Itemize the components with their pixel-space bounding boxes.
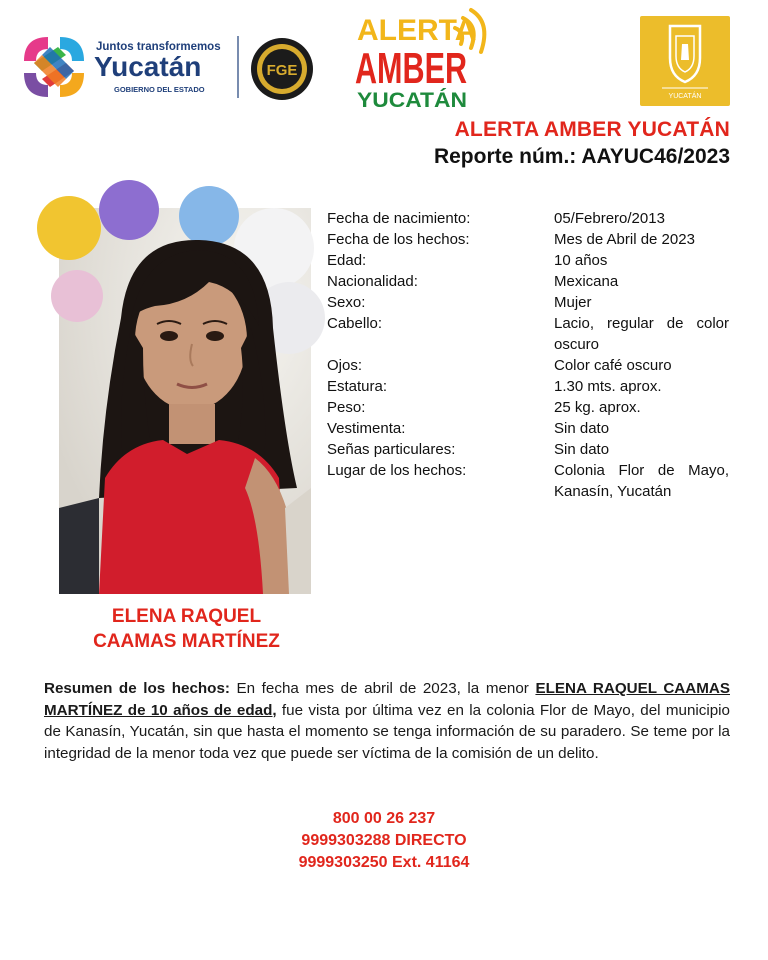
- detail-value: Mujer: [554, 294, 592, 311]
- yucatan-knot-icon: [20, 32, 240, 102]
- alerta-amber-logo: [355, 10, 490, 112]
- amber-logo-line1: ALERTA: [357, 14, 477, 47]
- fge-seal-text: FGE: [266, 62, 298, 79]
- summary-text-2: fue vista por última vez en la colonia Flor de Mayo, del municipio de Kanasín, Yucatán, sin que hasta el momento se tenga información de su paradero. Se teme por la integridad de la menor toda vez que puede ser víctima de la comisión de un delito.: [44, 701, 730, 762]
- report-number: Reporte núm.: AAYUC46/2023: [433, 145, 730, 168]
- contact-phone: 9999303288 DIRECTO: [301, 832, 467, 849]
- detail-value: 10 años: [554, 252, 608, 269]
- amber-logo-line3: YUCATÁN: [357, 89, 467, 112]
- detail-row: [327, 250, 729, 271]
- gov-logo-tagline: Juntos transformemos: [96, 41, 221, 53]
- contact-phone: 9999303250 Ext. 41164: [298, 854, 470, 871]
- detail-value: Mes de Abril de 2023: [554, 231, 695, 248]
- detail-label: Nacionalidad:: [327, 273, 418, 290]
- detail-label: Estatura:: [327, 378, 388, 395]
- detail-label: Vestimenta:: [327, 420, 406, 437]
- detail-label: Señas particulares:: [327, 441, 456, 458]
- detail-label: Lugar de los hechos:: [327, 462, 467, 479]
- detail-value: Mexicana: [554, 273, 619, 290]
- summary-lead: Resumen de los hechos:: [44, 680, 230, 697]
- detail-row: [327, 292, 729, 313]
- fge-seal-logo: [250, 37, 314, 101]
- contact-numbers: [0, 808, 768, 874]
- summary-highlight: ELENA RAQUEL CAAMAS MARTÍNEZ de 10 años de edad,: [44, 680, 730, 719]
- name-line-1: ELENA RAQUEL: [111, 606, 262, 627]
- detail-value: Sin dato: [554, 441, 610, 458]
- detail-row: [327, 229, 729, 250]
- gov-logo-name: Yucatán: [94, 51, 202, 82]
- detail-label: Ojos:: [327, 357, 363, 374]
- detail-row: [327, 418, 729, 439]
- detail-value: Colonia Flor de Mayo, Kanasín, Yucatán: [554, 462, 729, 500]
- crest-caption: YUCATÁN: [668, 93, 702, 100]
- detail-value: Color café oscuro: [554, 357, 672, 374]
- detail-label: Fecha de nacimiento:: [327, 210, 471, 227]
- detail-row: [327, 397, 729, 418]
- gobierno-yucatan-logo: [20, 32, 240, 102]
- detail-value: 05/Febrero/2013: [554, 210, 665, 227]
- missing-person-name: [44, 604, 329, 654]
- missing-person-photo: [59, 208, 311, 594]
- alert-title: ALERTA AMBER YUCATÁN: [454, 118, 730, 141]
- summary-text-1: En fecha mes de abril de 2023, la menor: [229, 680, 536, 697]
- detail-row: [327, 271, 729, 292]
- yucatan-crest-logo: [640, 16, 730, 106]
- detail-label: Sexo:: [327, 294, 366, 311]
- detail-value: Lacio, regular de color oscuro: [554, 315, 729, 353]
- detail-label: Edad:: [327, 252, 367, 269]
- detail-row: [327, 439, 729, 460]
- details-table: [327, 208, 729, 502]
- detail-row: [327, 355, 729, 376]
- detail-label: Peso:: [327, 399, 366, 416]
- detail-row: [327, 208, 729, 229]
- detail-row: [327, 313, 729, 355]
- summary-paragraph: [44, 678, 730, 764]
- detail-value: Sin dato: [554, 420, 610, 437]
- gov-logo-sub: GOBIERNO DEL ESTADO: [114, 85, 205, 94]
- detail-value: 1.30 mts. aprox.: [554, 378, 662, 395]
- contact-phone: 800 00 26 237: [332, 810, 436, 827]
- detail-label: Fecha de los hechos:: [327, 231, 470, 248]
- detail-row: [327, 460, 729, 502]
- detail-row: [327, 376, 729, 397]
- detail-value: 25 kg. aprox.: [554, 399, 641, 416]
- amber-logo-line2: AMBER: [355, 44, 467, 93]
- detail-label: Cabello:: [327, 315, 383, 332]
- name-line-2: CAAMAS MARTÍNEZ: [93, 631, 280, 652]
